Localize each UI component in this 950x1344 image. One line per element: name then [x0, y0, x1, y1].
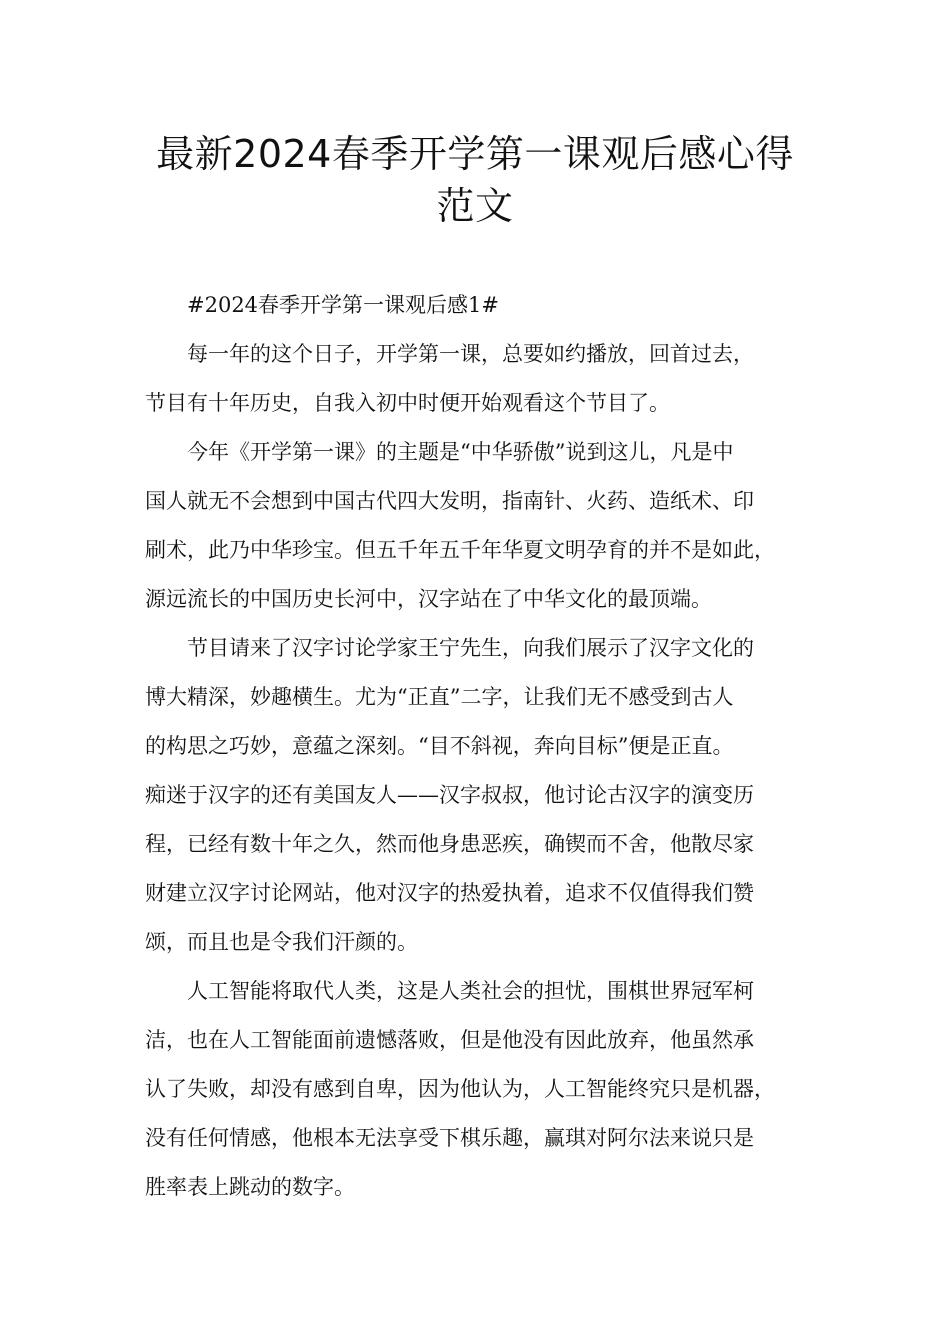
text-line: 人工智能将取代人类，这是人类社会的担忧，围棋世界冠军柯	[187, 979, 754, 1003]
text-line: 认了失败，却没有感到自卑，因为他认为，人工智能终究只是机器，	[145, 1077, 775, 1101]
text-line: 洁，也在人工智能面前遗憾落败，但是他没有因此放弃，他虽然承	[145, 1028, 754, 1052]
text-line: 每一年的这个日子，开学第一课，总要如约播放，回首过去，	[187, 342, 754, 366]
text-line: 颂，而且也是令我们汗颜的。	[145, 930, 418, 954]
text-line: 财建立汉字讨论网站，他对汉字的热爱执着，追求不仅值得我们赞	[145, 881, 754, 905]
text-line: 博大精深，妙趣横生。尤为“正直”二字，让我们无不感受到古人	[145, 685, 734, 709]
text-line: 源远流长的中国历史长河中，汉字站在了中华文化的最顶端。	[145, 587, 712, 611]
text-line: 今年《开学第一课》的主题是“中华骄傲”说到这儿，凡是中	[187, 440, 734, 464]
paragraph-2	[145, 428, 810, 624]
document-title	[120, 128, 830, 232]
title-line-1: 最新2024春季开学第一课观后感心得	[156, 132, 794, 176]
text-line: 痴迷于汉字的还有美国友人——汉字叔叔，他讨论古汉字的演变历	[145, 783, 754, 807]
text-line: 没有任何情感，他根本无法享受下棋乐趣，赢琪对阿尔法来说只是	[145, 1126, 754, 1150]
text-line: 的构思之巧妙，意蕴之深刻。“目不斜视，奔向目标”便是正直。	[145, 734, 734, 758]
text-line: 刷术，此乃中华珍宝。但五千年五千年华夏文明孕育的并不是如此，	[145, 538, 775, 562]
section-heading	[145, 281, 810, 330]
text-line: #2024春季开学第一课观后感1#	[187, 293, 499, 317]
text-line: 节目请来了汉字讨论学家王宁先生，向我们展示了汉字文化的	[187, 636, 754, 660]
text-line: 国人就无不会想到中国古代四大发明，指南针、火药、造纸术、印	[145, 489, 754, 513]
text-line: 节目有十年历史，自我入初中时便开始观看这个节目了。	[145, 391, 670, 415]
paragraph-3	[145, 624, 810, 967]
text-line: 胜率表上跳动的数字。	[145, 1175, 355, 1199]
document-body	[145, 281, 810, 1212]
paragraph-1	[145, 330, 810, 428]
paragraph-4	[145, 967, 810, 1212]
text-line: 程，已经有数十年之久，然而他身患恶疾，确锲而不舍，他散尽家	[145, 832, 754, 856]
title-line-2: 范文	[436, 184, 514, 228]
